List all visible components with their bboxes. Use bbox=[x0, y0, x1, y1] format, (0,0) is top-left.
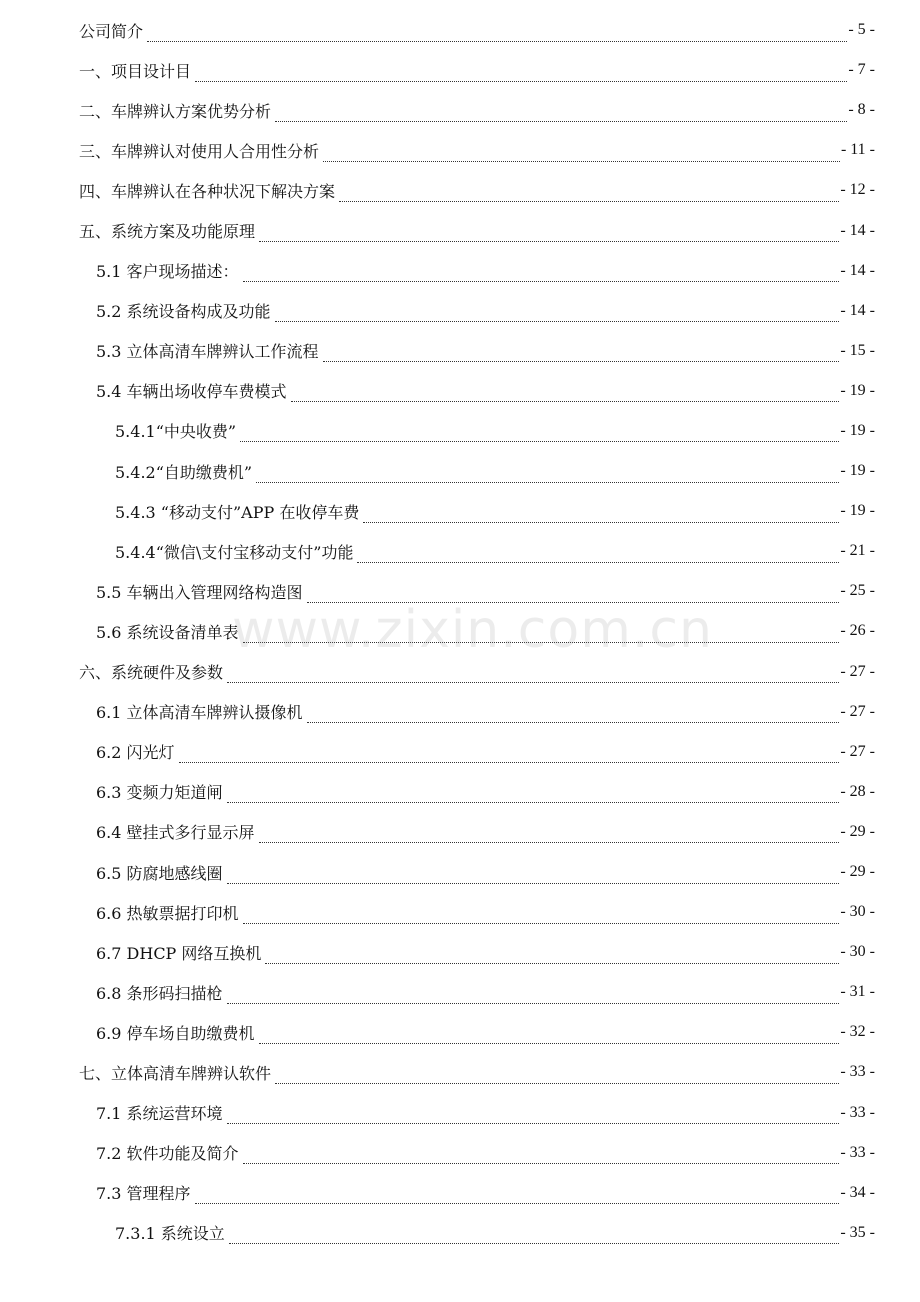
toc-page-number: - 34 - bbox=[840, 1183, 875, 1201]
toc-page-number: - 30 - bbox=[840, 903, 875, 921]
toc-entry-title: 5.6 系统设备清单表 bbox=[96, 620, 243, 643]
toc-page-number: - 15 - bbox=[840, 341, 875, 359]
toc-leader-dots bbox=[259, 1027, 840, 1044]
toc-entry-title: 6.6 热敏票据打印机 bbox=[96, 901, 243, 924]
toc-leader-dots bbox=[275, 1067, 839, 1084]
toc-entry-title: 7.3 管理程序 bbox=[96, 1181, 195, 1204]
toc-entry[interactable] bbox=[0, 251, 920, 291]
toc-entry[interactable] bbox=[0, 411, 920, 451]
toc-page-number: - 21 - bbox=[840, 542, 875, 560]
toc-entry[interactable] bbox=[0, 50, 920, 90]
toc-entry-title: 三、车牌辨认对使用人合用性分析 bbox=[79, 139, 323, 162]
toc-entry-title: 七、立体高清车牌辨认软件 bbox=[79, 1061, 275, 1084]
toc-entry[interactable] bbox=[0, 692, 920, 732]
toc-leader-dots bbox=[227, 786, 840, 803]
toc-leader-dots bbox=[240, 425, 839, 442]
toc-leader-dots bbox=[195, 65, 847, 82]
toc-entry[interactable] bbox=[0, 1133, 920, 1173]
toc-page-number: - 35 - bbox=[840, 1223, 875, 1241]
toc-page-number: - 19 - bbox=[840, 502, 875, 520]
toc-entry[interactable] bbox=[0, 892, 920, 932]
toc-entry-title: 5.4.2“自助缴费机” bbox=[115, 460, 256, 483]
toc-entry-title: 5.4.3 “移动支付”APP 在收停车费 bbox=[115, 500, 363, 523]
toc-entry-title: 6.1 立体高清车牌辨认摄像机 bbox=[96, 700, 307, 723]
toc-leader-dots bbox=[307, 706, 840, 723]
toc-entry-title: 5.1 客户现场描述： bbox=[96, 259, 243, 282]
toc-entry[interactable] bbox=[0, 932, 920, 972]
toc-entry[interactable] bbox=[0, 732, 920, 772]
toc-entry[interactable] bbox=[0, 972, 920, 1012]
toc-page-number: - 19 - bbox=[840, 421, 875, 439]
toc-entry-title: 6.7 DHCP 网络互换机 bbox=[96, 941, 265, 964]
toc-entry-title: 5.2 系统设备构成及功能 bbox=[96, 299, 275, 322]
toc-page-number: - 29 - bbox=[840, 822, 875, 840]
toc-entry-title: 6.3 变频力矩道闸 bbox=[96, 780, 227, 803]
toc-entry[interactable] bbox=[0, 652, 920, 692]
toc-entry-title: 5.3 立体高清车牌辨认工作流程 bbox=[96, 339, 323, 362]
toc-leader-dots bbox=[265, 947, 839, 964]
watermark: www.zixin.com.cn bbox=[232, 600, 713, 660]
toc-leader-dots bbox=[256, 466, 839, 483]
toc-entry-title: 5.4.4“微信\支付宝移动支付”功能 bbox=[115, 540, 357, 563]
toc-leader-dots bbox=[227, 1107, 840, 1124]
toc-entry-title: 6.5 防腐地感线圈 bbox=[96, 861, 227, 884]
toc-page-number: - 7 - bbox=[848, 61, 875, 79]
toc-entry[interactable] bbox=[0, 10, 920, 50]
toc-page-number: - 14 - bbox=[840, 261, 875, 279]
toc-page-number: - 12 - bbox=[840, 181, 875, 199]
toc-leader-dots bbox=[259, 826, 840, 843]
toc-page-number: - 33 - bbox=[840, 1103, 875, 1121]
toc-entry-title: 7.3.1 系统设立 bbox=[115, 1221, 229, 1244]
toc-entry[interactable] bbox=[0, 130, 920, 170]
toc-leader-dots bbox=[357, 546, 839, 563]
toc-entry-title: 公司简介 bbox=[79, 19, 147, 42]
toc-leader-dots bbox=[363, 506, 839, 523]
toc-page-number: - 27 - bbox=[840, 742, 875, 760]
toc-entry-title: 5.5 车辆出入管理网络构造图 bbox=[96, 580, 307, 603]
toc-entry[interactable] bbox=[0, 571, 920, 611]
toc-entry[interactable] bbox=[0, 531, 920, 571]
toc-entry[interactable] bbox=[0, 852, 920, 892]
toc-entry-title: 7.2 软件功能及简介 bbox=[96, 1141, 243, 1164]
toc-page-number: - 26 - bbox=[840, 622, 875, 640]
toc-leader-dots bbox=[291, 385, 840, 402]
toc-page-number: - 29 - bbox=[840, 863, 875, 881]
toc-entry[interactable] bbox=[0, 1213, 920, 1253]
toc-page-number: - 27 - bbox=[840, 662, 875, 680]
toc-leader-dots bbox=[227, 867, 840, 884]
toc-entry[interactable] bbox=[0, 291, 920, 331]
toc-entry-title: 5.4 车辆出场收停车费模式 bbox=[96, 379, 291, 402]
toc-leader-dots bbox=[195, 1187, 840, 1204]
toc-entry[interactable] bbox=[0, 1012, 920, 1052]
toc-page-number: - 5 - bbox=[848, 21, 875, 39]
toc-entry-title: 五、系统方案及功能原理 bbox=[79, 219, 259, 242]
toc-leader-dots bbox=[275, 305, 840, 322]
toc-leader-dots bbox=[243, 1147, 840, 1164]
toc-entry[interactable] bbox=[0, 90, 920, 130]
toc-page-number: - 33 - bbox=[840, 1143, 875, 1161]
toc-page-number: - 27 - bbox=[840, 702, 875, 720]
toc-entry-title: 六、系统硬件及参数 bbox=[79, 660, 227, 683]
toc-entry-title: 6.2 闪光灯 bbox=[96, 740, 179, 763]
toc-leader-dots bbox=[227, 987, 840, 1004]
toc-entry[interactable] bbox=[0, 170, 920, 210]
toc-page-number: - 11 - bbox=[840, 141, 875, 159]
toc-entry[interactable] bbox=[0, 611, 920, 651]
toc-page-number: - 32 - bbox=[840, 1023, 875, 1041]
toc-page-number: - 14 - bbox=[840, 301, 875, 319]
toc-leader-dots bbox=[339, 185, 839, 202]
toc-page-number: - 33 - bbox=[840, 1063, 875, 1081]
toc-page-number: - 30 - bbox=[840, 943, 875, 961]
toc-entry[interactable] bbox=[0, 812, 920, 852]
table-of-contents bbox=[0, 10, 920, 1253]
toc-leader-dots bbox=[243, 626, 840, 643]
toc-entry-title: 一、项目设计目 bbox=[79, 59, 195, 82]
toc-leader-dots bbox=[323, 145, 840, 162]
toc-page-number: - 8 - bbox=[848, 101, 875, 119]
toc-entry-title: 6.8 条形码扫描枪 bbox=[96, 981, 227, 1004]
toc-entry-title: 6.9 停车场自助缴费机 bbox=[96, 1021, 259, 1044]
toc-entry[interactable] bbox=[0, 210, 920, 250]
toc-entry[interactable] bbox=[0, 1173, 920, 1213]
toc-entry[interactable] bbox=[0, 331, 920, 371]
toc-leader-dots bbox=[275, 105, 847, 122]
toc-leader-dots bbox=[323, 345, 840, 362]
toc-leader-dots bbox=[307, 586, 840, 603]
toc-entry-title: 四、车牌辨认在各种状况下解决方案 bbox=[79, 179, 339, 202]
toc-page-number: - 25 - bbox=[840, 582, 875, 600]
toc-page-number: - 28 - bbox=[840, 782, 875, 800]
toc-leader-dots bbox=[243, 265, 840, 282]
toc-entry-title: 5.4.1“中央收费” bbox=[115, 419, 240, 442]
toc-page-number: - 14 - bbox=[840, 221, 875, 239]
toc-leader-dots bbox=[229, 1227, 840, 1244]
toc-entry[interactable] bbox=[0, 772, 920, 812]
toc-entry-title: 6.4 壁挂式多行显示屏 bbox=[96, 820, 259, 843]
toc-page-number: - 19 - bbox=[840, 462, 875, 480]
toc-entry-title: 7.1 系统运营环境 bbox=[96, 1101, 227, 1124]
toc-entry[interactable] bbox=[0, 1093, 920, 1133]
toc-entry[interactable] bbox=[0, 371, 920, 411]
toc-entry-title: 二、车牌辨认方案优势分析 bbox=[79, 99, 275, 122]
toc-page-number: - 31 - bbox=[840, 983, 875, 1001]
toc-leader-dots bbox=[147, 25, 847, 42]
toc-leader-dots bbox=[259, 225, 839, 242]
toc-leader-dots bbox=[243, 907, 840, 924]
toc-leader-dots bbox=[227, 666, 839, 683]
toc-entry[interactable] bbox=[0, 491, 920, 531]
toc-entry[interactable] bbox=[0, 1052, 920, 1092]
toc-entry[interactable] bbox=[0, 451, 920, 491]
toc-page-number: - 19 - bbox=[840, 381, 875, 399]
toc-leader-dots bbox=[179, 746, 840, 763]
